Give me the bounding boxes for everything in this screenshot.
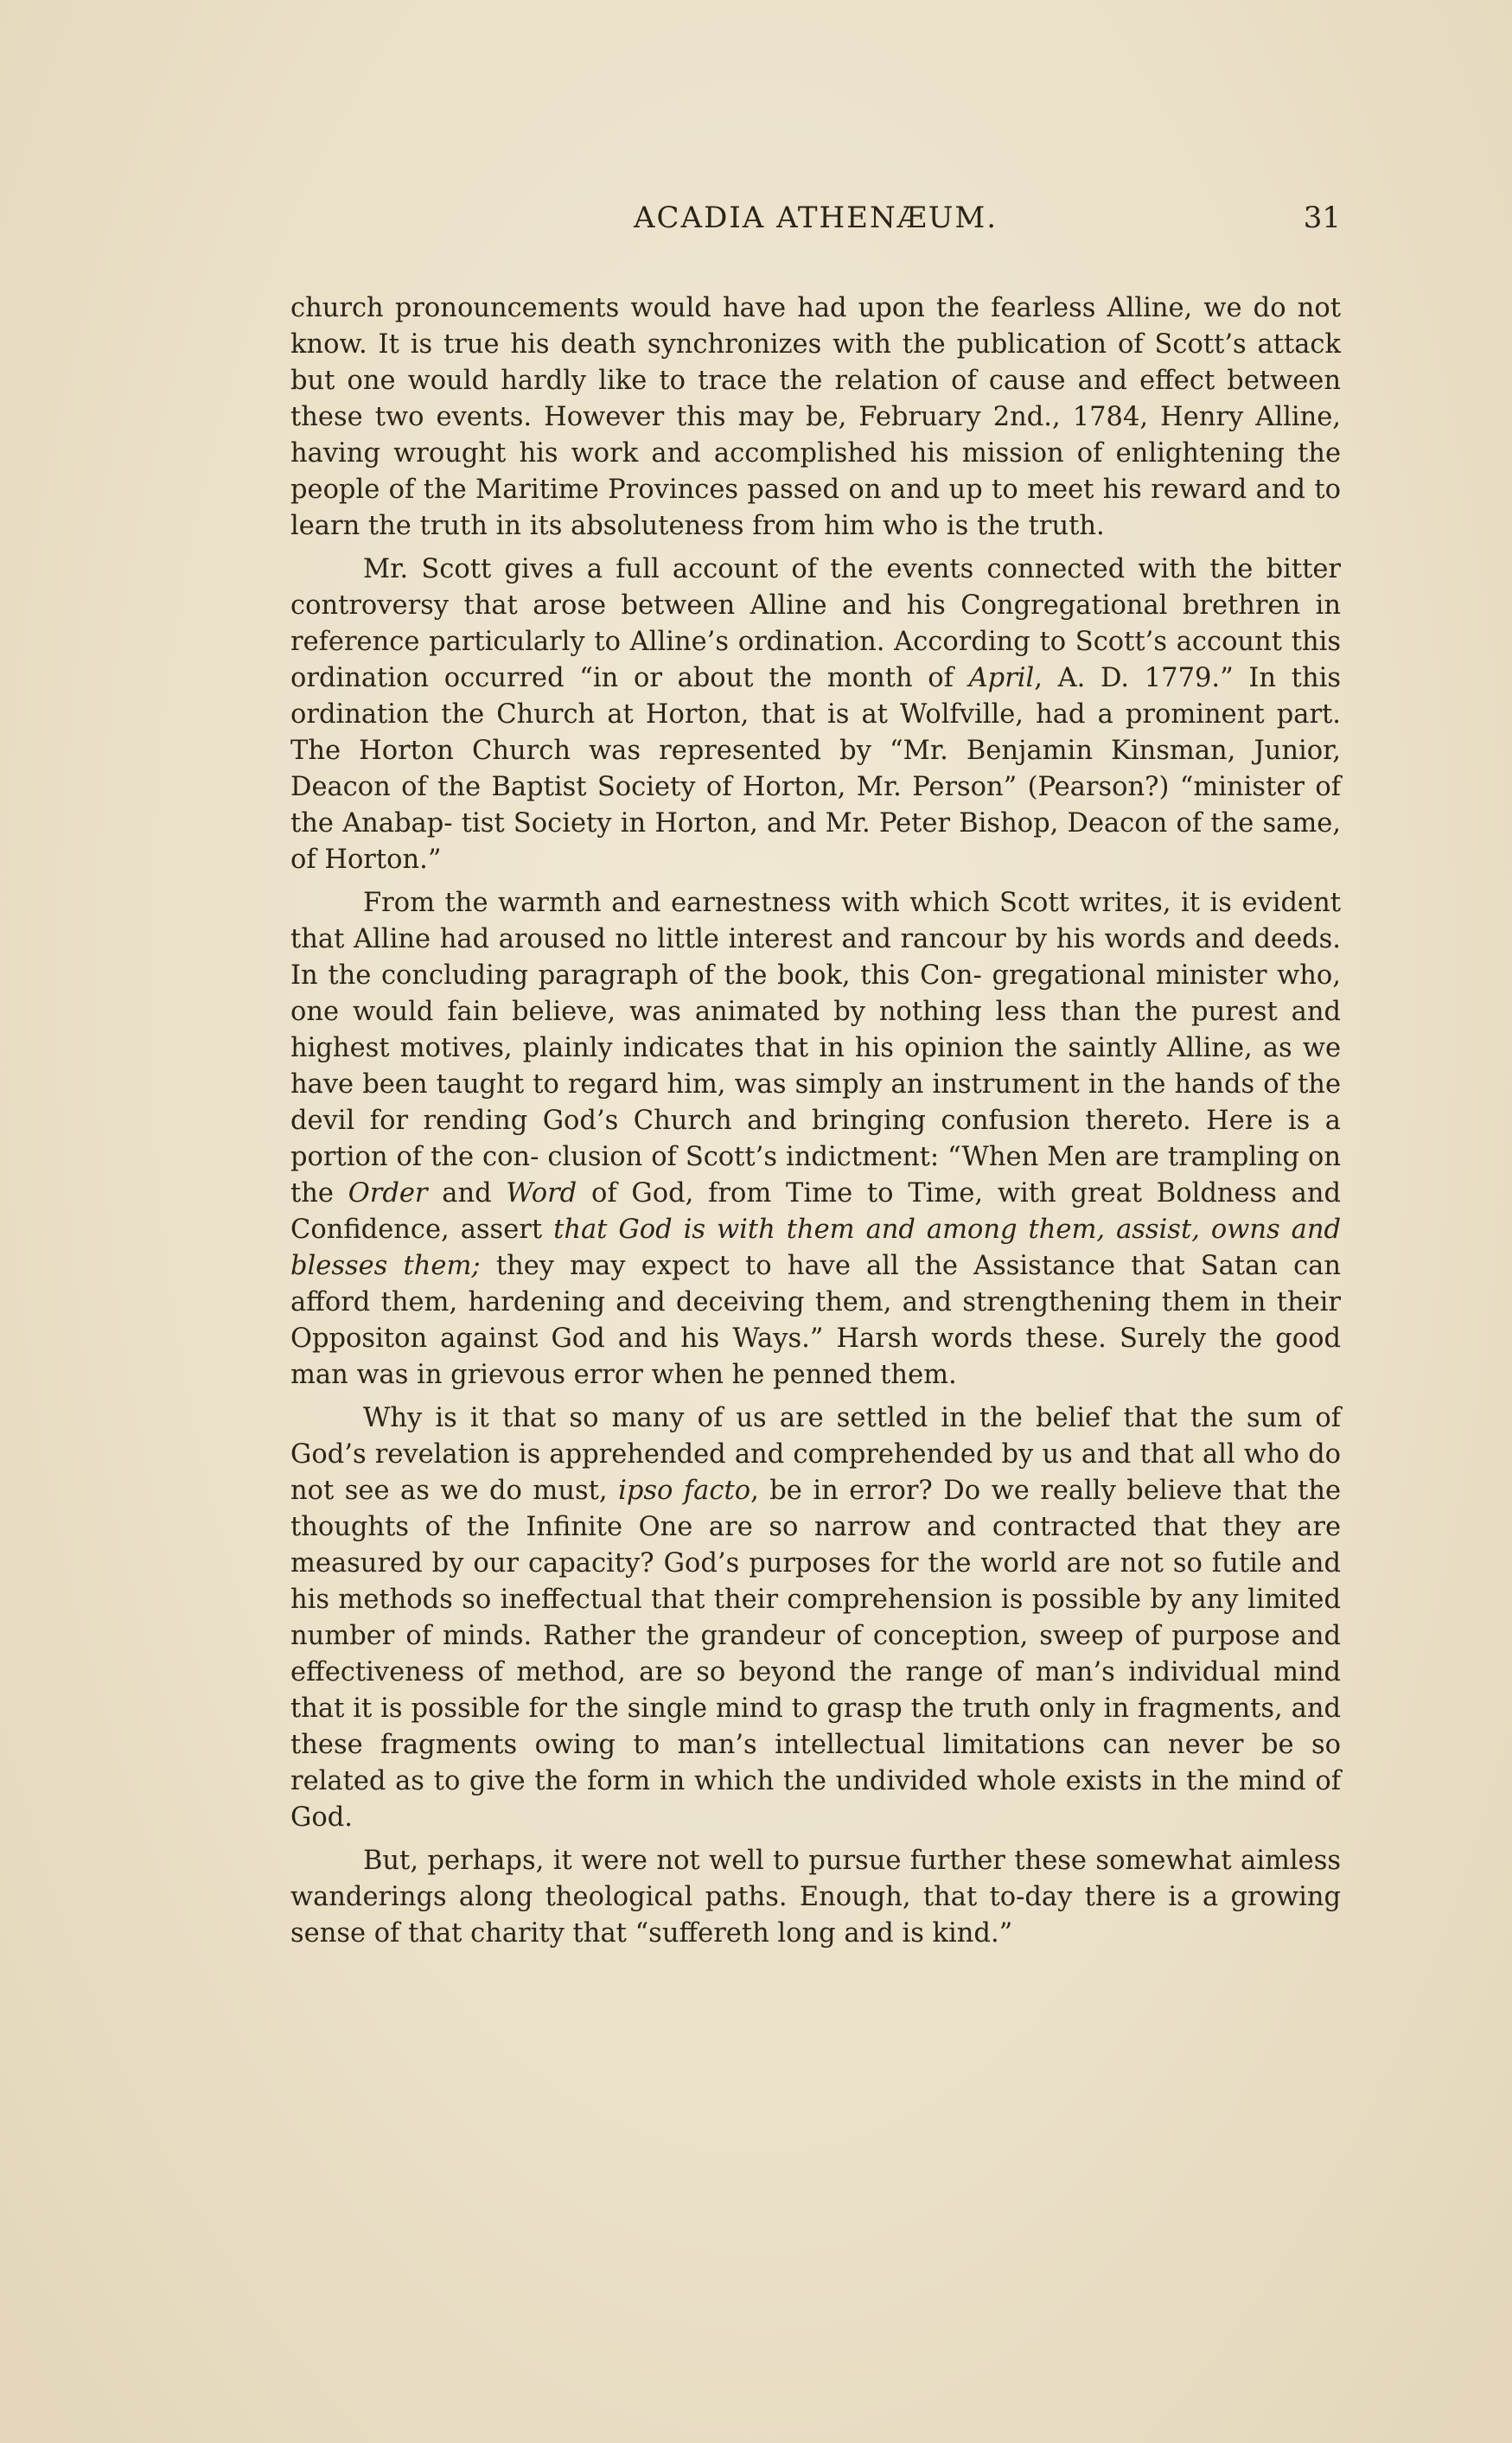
italic-text-run: Word bbox=[506, 1178, 577, 1209]
paragraph bbox=[290, 1843, 1341, 1952]
page-number: 31 bbox=[1303, 201, 1341, 235]
text-run: church pronouncements would have had upon the fearless Alline, we do not know. It is true his death synchronizes with the publication of Scott’s attack but one would hardly like to trace the relation of cause and effect between these two events. However this may be, February 2nd., 1784, Henry Alline, having wrought his work and accomplished his mission of enlightening the people of the Maritime Provinces passed on and up to meet his reward and to learn the truth in its absoluteness from him who is the truth. bbox=[290, 293, 1341, 541]
italic-text-run: Order bbox=[348, 1178, 428, 1209]
italic-text-run: April bbox=[968, 663, 1035, 693]
text-run: they may expect to have all the Assistance that Satan can afford them, hardening and deceiving them, and strengthening them in their Oppositon against God and his Ways.” Harsh words these. Surely the good man was in grievous error when he penned them. bbox=[290, 1251, 1341, 1390]
italic-text-run: ipso facto bbox=[618, 1476, 751, 1506]
italic-text-run: that God is with them and among them, assist, owns and blesses them; bbox=[290, 1215, 1341, 1281]
paragraph bbox=[290, 290, 1341, 545]
paragraph bbox=[290, 885, 1341, 1394]
page-header bbox=[290, 201, 1341, 244]
text-run: Why is it that so many of us are settled in the belief that the sum of God’s revelation is apprehended and comprehended by us and that all who do not see as we do must, bbox=[290, 1403, 1341, 1506]
paragraph bbox=[290, 552, 1341, 878]
text-run: But, perhaps, it were not well to pursue further these somewhat aimless wanderings along theological paths. Enough, that to-day there is a growing sense of that charity that “suffereth long and is kind.” bbox=[290, 1846, 1341, 1949]
running-title: ACADIA ATHENÆUM. bbox=[633, 201, 998, 235]
text-run: Mr. Scott gives a full account of the events connected with the bitter controversy that arose between Alline and his Congregational brethren in reference particularly to Alline’s ordination. According to Scott’s account this ordination occurred “in or about the month of bbox=[290, 554, 1341, 693]
body-text bbox=[290, 290, 1341, 1959]
text-run: , A. D. 1779.” In this ordination the Church at Horton, that is at Wolfville, had a prominent part. The Horton Church was represented by “Mr. Benjamin Kinsman, Junior, Deacon of the Baptist Society of Horton, Mr. Person” (Pearson?) “minister of the Anabap- tist Society in Horton, and Mr. Peter Bishop, Deacon of the same, of Horton.” bbox=[290, 663, 1341, 875]
paragraph bbox=[290, 1400, 1341, 1836]
text-run: of God, from Time to Time, with great Boldness and Confidence, assert bbox=[290, 1178, 1341, 1245]
text-run: , be in error? Do we really believe that the thoughts of the Infinite One are so narrow and contracted that they are measured by our capacity? God’s purposes for the world are not so futile and his methods so ineffectual that their comprehension is possible by any limited number of minds. Rather the grandeur of conception, sweep of purpose and effectiveness of method, are so beyond the range of man’s individual mind that it is possible for the single mind to grasp the truth only in fragments, and these fragments owing to man’s intellectual limitations can never be so related as to give the form in which the undivided whole exists in the mind of God. bbox=[290, 1476, 1342, 1833]
text-run: From the warmth and earnestness with which Scott writes, it is evident that Alline had aroused no little interest and rancour by his words and deeds. In the concluding paragraph of the book, this Con- gregational minister who, one would fain believe, was animated by nothing less than the purest and highest motives, plainly indicates that in his opinion the saintly Alline, as we have been taught to regard him, was simply an instrument in the hands of the devil for rending God’s Church and bringing confusion thereto. Here is a portion of the con- clusion of Scott’s indictment: “When Men are trampling on the bbox=[290, 888, 1341, 1209]
text-run: and bbox=[427, 1178, 507, 1209]
